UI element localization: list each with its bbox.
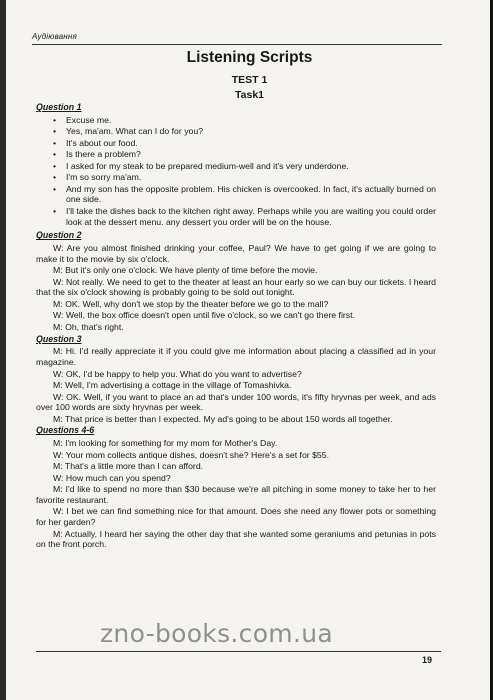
dialogue-line: • I'm so sorry ma'am. (53, 172, 142, 183)
bullet-icon: • (53, 172, 57, 183)
header-divider (32, 44, 442, 45)
dialogue-paragraph: W: I bet we can find something nice for that amount. Does she need any flower pots or something for her garden? (36, 506, 436, 528)
dialogue-paragraph: W: How much can you spend? (53, 472, 171, 483)
dialogue-paragraph: M: That price is better than I expected. My ad's going to be about 150 words all together. (53, 413, 393, 424)
dialogue-paragraph: M: But it's only one o'clock. We have plenty of time before the movie. (53, 265, 318, 276)
questions-4-6-heading: Questions 4-6 (36, 425, 95, 436)
test-title: TEST 1 (231, 74, 268, 86)
bullet-icon: • (53, 137, 57, 148)
page-number: 19 (422, 655, 433, 665)
dialogue-line: • Is there a problem? (53, 149, 141, 160)
page-title: Listening Scripts (186, 49, 313, 66)
bullet-icon: • (53, 149, 57, 160)
dialogue-paragraph: M: Actually, I heard her saying the other day that she wanted some geraniums and petunias in pots on the front porch. (36, 528, 436, 550)
bullet-icon: • (53, 183, 57, 194)
dialogue-paragraph: W: OK. Well, if you want to place an ad that's under 100 words, it's fifty hryvnas per week, and ads over 100 words are sixty hryvnas per week. (36, 391, 436, 413)
bullet-icon: • (53, 160, 57, 171)
dialogue-line: • Yes, ma'am. What can I do for you? (53, 126, 204, 137)
dialogue-paragraph: M: OK. Well, why don't we stop by the theater before we go to the mall? (53, 298, 329, 309)
question-1-heading: Question 1 (36, 102, 82, 112)
dialogue-paragraph: M: Well, I'm advertising a cottage in the village of Tomashivka. (53, 380, 292, 391)
question-2-heading: Question 2 (36, 230, 82, 241)
dialogue-line: • I asked for my steak to be prepared medium-well and it's very underdone. (53, 160, 349, 171)
dialogue-paragraph: W: Are you almost finished drinking your coffee, Paul? We have to get going if we are going to make it to the movie by six o'clock. (36, 243, 436, 264)
dialogue-paragraph: W: Your mom collects antique dishes, doesn't she? Here's a set for $55. (53, 449, 329, 460)
dialogue-paragraph: W: Not really. We need to get to the theater at least an hour early so we can buy our tickets. I heard that the six o'clock showing is probably going to be sold out tonight. (36, 276, 436, 298)
footer-divider (36, 651, 441, 652)
question-3-heading: Question 3 (36, 333, 82, 344)
bullet-icon: • (53, 126, 57, 137)
dialogue-paragraph: M: I'm looking for something for my mom for Mother's Day. (53, 438, 278, 449)
task-title: Task1 (235, 89, 264, 101)
dialogue-paragraph: M: That's a little more than I can afford. (53, 461, 204, 472)
bullet-icon: • (53, 205, 57, 216)
dialogue-paragraph: W: Well, the box office doesn't open until five o'clock, so we can't go there first. (53, 310, 355, 321)
dialogue-paragraph: M: Oh, that's right. (53, 321, 124, 332)
dialogue-paragraph: W: OK, I'd be happy to help you. What do you want to advertise? (53, 368, 302, 379)
watermark-text: zno-books.com.ua (100, 619, 333, 648)
dialogue-paragraph: M: I'd like to spend no more than $30 because we're all pitching in some money to take her to her favorite restaurant. (36, 484, 436, 505)
dialogue-line: • And my son has the opposite problem. His chicken is overcooked. In fact, it's actually burned on one side. (53, 183, 436, 205)
dialogue-line: • I'll take the dishes back to the kitchen right away. Perhaps while you are waiting you could order look at the dessert menu. any dessert you order will be on the house. (53, 205, 436, 227)
book-page (6, 0, 493, 700)
dialogue-line: • It's about our food. (53, 137, 138, 148)
question-1-dialogue (36, 115, 436, 228)
dialogue-paragraph: M: Hi. I'd really appreciate it if you could give me information about placing a classified ad in your magazine. (36, 346, 436, 368)
scripts-content (36, 101, 436, 551)
bullet-icon: • (53, 114, 57, 125)
dialogue-line: • Excuse me. (53, 114, 112, 125)
section-label: Аудіювання (32, 32, 77, 41)
